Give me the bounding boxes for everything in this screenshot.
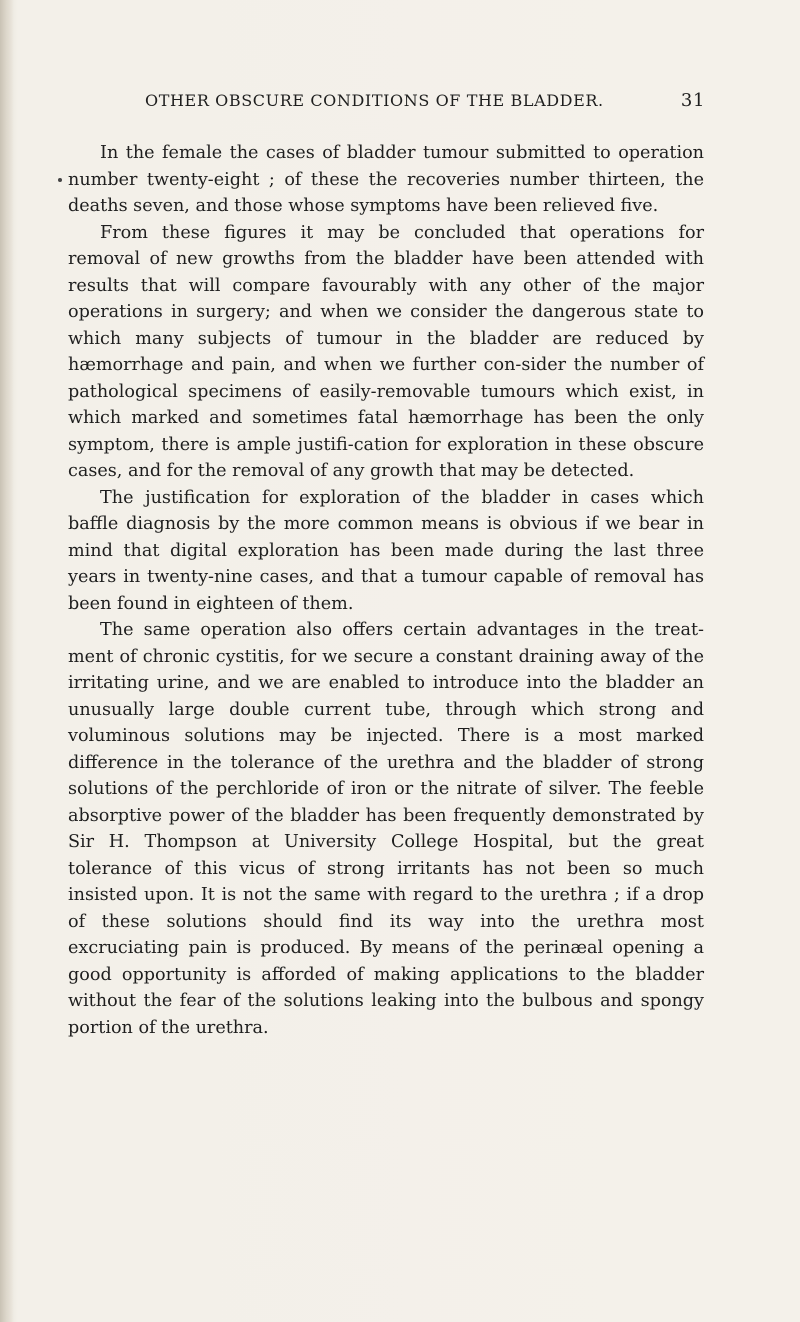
running-head (145, 90, 705, 111)
paragraph-2: From these figures it may be concluded that operations for removal of new growths from the bladder have been attended with results that will compare favourably with any other of the major operations in surgery; and when we consider the dangerous state to which many subjects of tumour in the bladder are reduced by hæmorrhage and pain, and when we further con-sider the number of pathological specimens of easily-removable tumours which exist, in which marked and sometimes fatal hæmorrhage has been the only symptom, there is ample justifi-cation for exploration in these obscure cases, and for the removal of any growth that may be detected. (68, 222, 704, 481)
page-number: 31 (680, 90, 705, 111)
paragraph-4: The same operation also offers certain advantages in the treat-ment of chronic cystitis, for we secure a constant draining away of the irritating urine, and we are enabled to introduce into the bladder an unusually large double current tube, through which strong and voluminous solutions may be injected. There is a most marked difference in the tolerance of the urethra and the bladder of strong solutions of the perchloride of iron or the nitrate of silver. The feeble absorptive power of the bladder has been frequently demonstrated by Sir H. Thompson at University College Hospital, but the great tolerance of this vicus of strong irritants has not been so much insisted upon. It is not the same with regard to the urethra ; if a drop of these solutions should find its way into the urethra most excruciating pain is produced. By means of the perinæal opening a good opportunity is afforded of making applications to the bladder without the fear of the solutions leaking into the bulbous and spongy portion of the urethra. (68, 620, 704, 1038)
running-head-title: OTHER OBSCURE CONDITIONS OF THE BLADDER. (145, 91, 604, 110)
paragraph-3: The justification for exploration of the bladder in cases which baffle diagnosis by the more common means is obvious if we bear in mind that digital exploration has been made during the last three years in twenty-nine cases, and that a tumour capable of removal has been found in eighteen of them. (68, 487, 704, 614)
binding-gutter (0, 0, 14, 1322)
paragraph-1: In the female the cases of bladder tumour submitted to operation number twenty-eight ; of these the recoveries number thirteen, the deaths seven, and those whose symptoms have been relieved five. (68, 143, 704, 216)
margin-mark (58, 178, 62, 182)
body-text (68, 140, 704, 1041)
